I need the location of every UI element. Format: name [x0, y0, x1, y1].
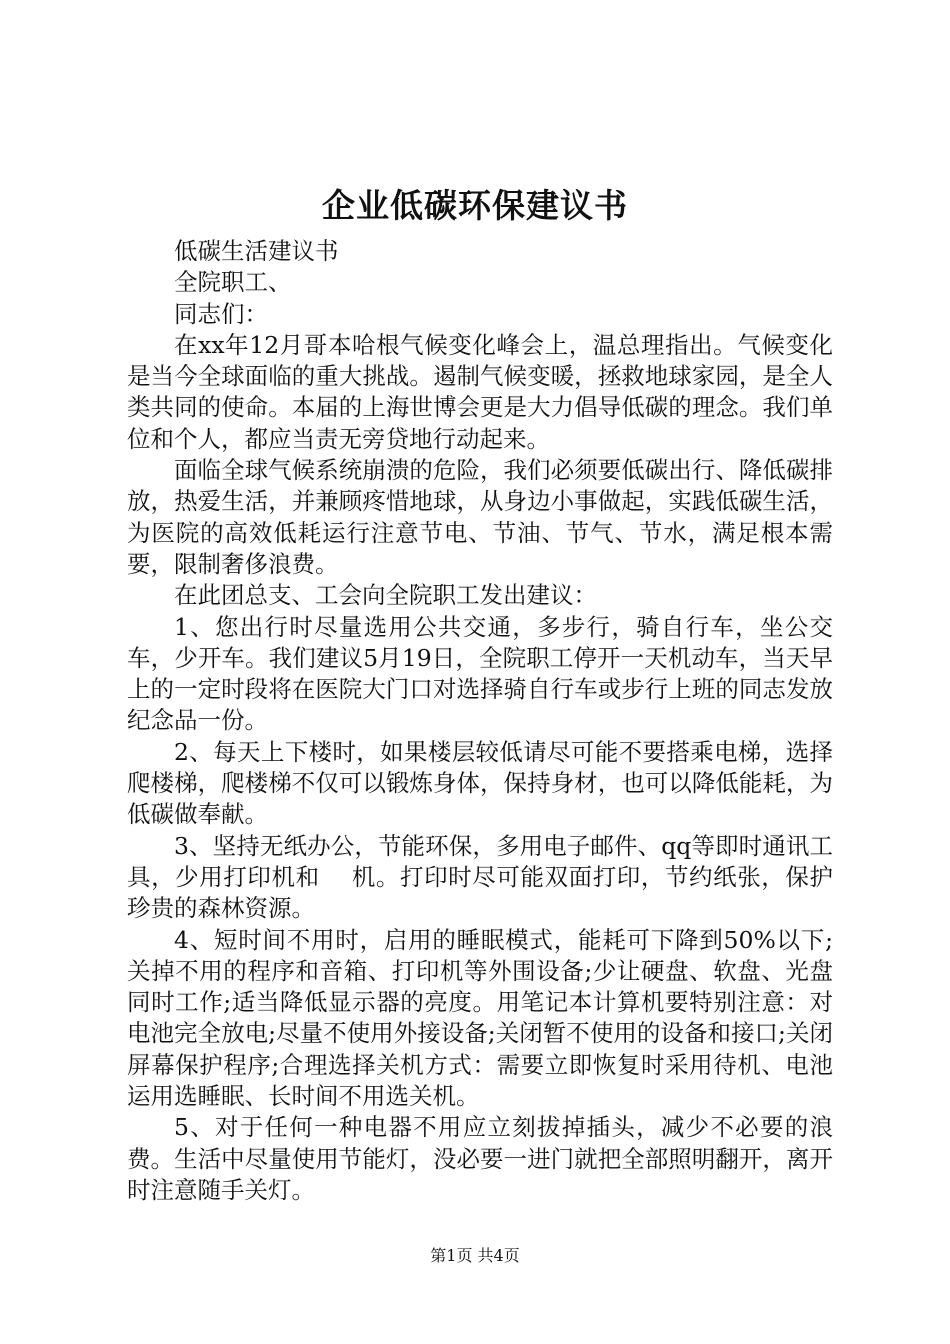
- document-title: 企业低碳环保建议书: [322, 186, 628, 225]
- proposal-item-3: 3、坚持无纸办公，节能环保，多用电子邮件、qq等即时通讯工具，少用打印机和 机。打印时尽可能双面打印，节约纸张，保护珍贵的森林资源。: [127, 831, 833, 923]
- salutation-heading: 低碳生活建议书: [174, 237, 339, 265]
- salutation-greeting: 同志们：: [174, 299, 268, 328]
- paragraph-proposal-lead: 在此团总支、工会向全院职工发出建议：: [174, 581, 597, 610]
- proposal-item-4: 4、短时间不用时，启用的睡眠模式，能耗可下降到50%以下;关掉不用的程序和音箱、打印机等外围设备;少让硬盘、软盘、光盘同时工作;适当降低显示器的亮度。用笔记本计算机要特别注意：对电池完全放电;尽量不使用外接设备;关闭暂不使用的设备和接口;关闭屏幕保护程序;合理选择关机方式：需要立即恢复时采用待机、电池运用选睡眠、长时间不用选关机。: [127, 925, 833, 1111]
- salutation-recipients: 全院职工、: [174, 268, 292, 297]
- page-number-footer: 第1页 共4页: [430, 1246, 520, 1265]
- proposal-item-1: 1、您出行时尽量选用公共交通，多步行，骑自行车，坐公交车，少开车。我们建议5月19日，全院职工停开一天机动车，当天早上的一定时段将在医院大门口对选择骑自行车或步行上班的同志发放纪念品一份。: [127, 612, 833, 735]
- paragraph-call-to-action: 面临全球气候系统崩溃的危险，我们必须要低碳出行、降低碳排放，热爱生活，并兼顾疼惜地球，从身边小事做起，实践低碳生活，为医院的高效低耗运行注意节电、节油、节气、节水，满足根本需要，限制奢侈浪费。: [127, 456, 833, 578]
- document-body: [127, 236, 833, 1206]
- proposal-item-5: 5、对于任何一种电器不用应立刻拔掉插头，减少不必要的浪费。生活中尽量使用节能灯，没必要一进门就把全部照明翻开，离开时注意随手关灯。: [127, 1113, 833, 1204]
- proposal-item-2: 2、每天上下楼时，如果楼层较低请尽可能不要搭乘电梯，选择爬楼梯，爬楼梯不仅可以锻炼身体，保持身材，也可以降低能耗，为低碳做奉献。: [127, 737, 833, 829]
- paragraph-intro: 在xx年12月哥本哈根气候变化峰会上，温总理指出。气候变化是当今全球面临的重大挑战。遏制气候变暖，拯救地球家园，是全人类共同的使命。本届的上海世博会更是大力倡导低碳的理念。我们单位和个人，都应当责无旁贷地行动起来。: [127, 330, 833, 453]
